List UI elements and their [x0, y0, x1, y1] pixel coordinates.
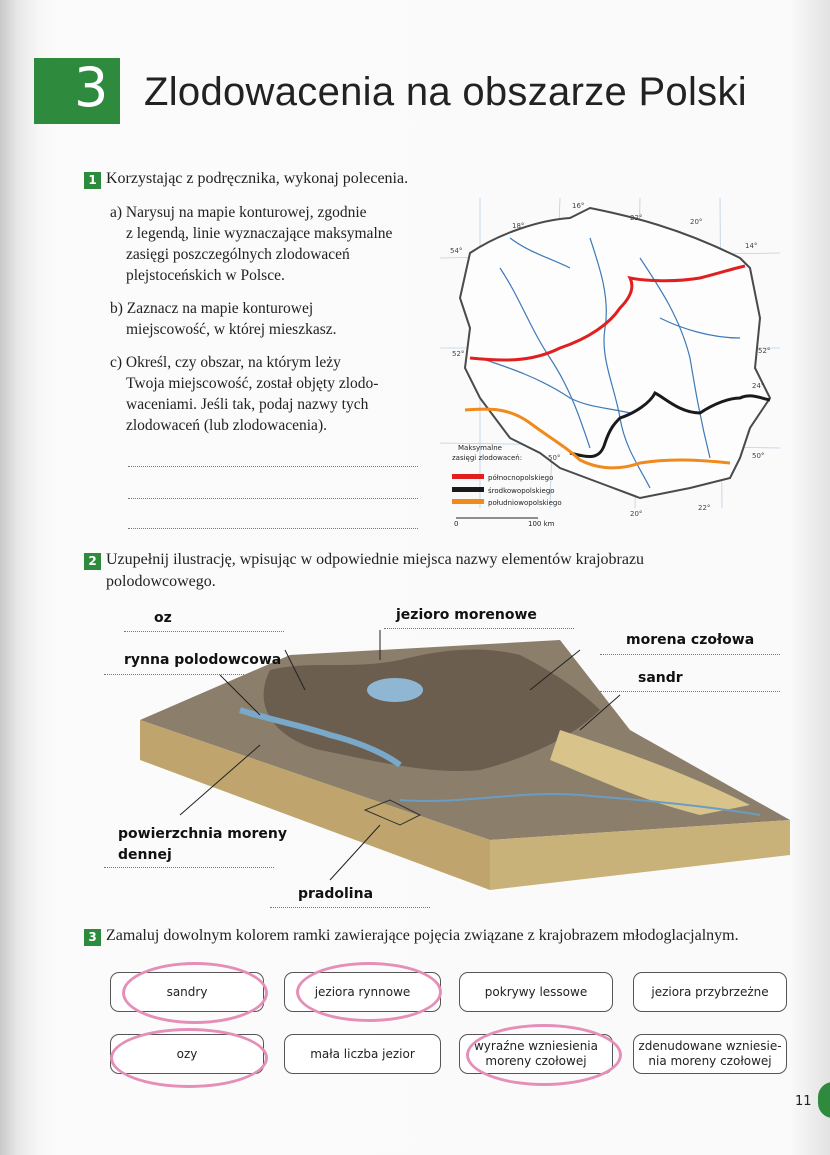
- task-1b: [110, 298, 430, 340]
- legend-swatch: [452, 487, 484, 492]
- legend-label: środkowopolskiego: [488, 487, 555, 495]
- label-line: [124, 630, 284, 632]
- contour-map-poland: [440, 198, 780, 528]
- task-1a: [110, 202, 430, 286]
- degree-label: 52°: [758, 347, 771, 355]
- highlight-ring: [296, 962, 442, 1022]
- task-1a-line: plejstoceńskich w Polsce.: [126, 267, 285, 284]
- answer-line[interactable]: [128, 527, 418, 529]
- label-sandr: sandr: [638, 670, 683, 686]
- label-pradolina: pradolina: [298, 886, 374, 902]
- label-oz: oz: [154, 610, 172, 626]
- map-svg: [440, 198, 780, 528]
- label-powierzchnia-moreny-cont: dennej: [118, 847, 172, 863]
- degree-label: 22°: [698, 504, 711, 512]
- task-1a-line: z legendą, linie wyznaczające maksymalne: [126, 225, 393, 242]
- task-1c-line: Twoja miejscowość, został objęty zlodo-: [126, 375, 379, 392]
- task-1a-line: a) Narysuj na mapie konturowej, zgodnie: [110, 204, 367, 221]
- option-label: mała liczba jezior: [310, 1046, 415, 1061]
- degree-label: 52°: [452, 350, 465, 358]
- label-line: [104, 866, 274, 868]
- task-2-instruction: Uzupełnij ilustrację, wpisując w odpowiednie miejsca nazwy elementów krajobrazu: [106, 551, 645, 568]
- highlight-ring: [110, 1028, 268, 1088]
- option-label: pokrywy lessowe: [484, 984, 588, 999]
- label-line: [600, 690, 780, 692]
- page-title: Zlodowacenia na obszarze Polski: [144, 70, 747, 114]
- option-box[interactable]: [459, 972, 613, 1012]
- degree-label: 50°: [752, 452, 765, 460]
- task-3-instruction: Zamaluj dowolnym kolorem ramki zawierające pojęcia związane z krajobrazem młodoglacjalnym.: [106, 927, 739, 944]
- label-line: [270, 906, 430, 908]
- degree-label: 24°: [752, 382, 765, 390]
- task-2-instruction-cont: polodowcowego.: [106, 573, 216, 590]
- task-2-number: 2: [84, 553, 101, 570]
- label-rynna-polodowcowa: rynna polodowcowa: [124, 652, 282, 668]
- task-1b-line: b) Zaznacz na mapie konturowej: [110, 300, 314, 317]
- answer-line[interactable]: [128, 497, 418, 499]
- degree-label: 50°: [548, 454, 561, 462]
- highlight-ring: [122, 962, 268, 1024]
- degree-label: 22°: [630, 214, 643, 222]
- option-label: jeziora przybrzeżne: [651, 984, 769, 999]
- option-box[interactable]: [284, 1034, 441, 1074]
- option-box[interactable]: [633, 972, 787, 1012]
- task-1c-line: waceniami. Jeśli tak, podaj nazwy tych: [126, 396, 369, 413]
- scale-km: 100 km: [528, 520, 555, 528]
- option-label: sandry: [166, 984, 208, 999]
- legend-label: północnopolskiego: [488, 474, 554, 482]
- label-line: [104, 673, 244, 675]
- label-morena-czolowa: morena czołowa: [626, 632, 755, 648]
- label-powierzchnia-moreny: powierzchnia moreny: [118, 826, 287, 842]
- degree-label: 14°: [745, 242, 758, 250]
- chapter-number: 3: [74, 56, 109, 119]
- answer-line[interactable]: [128, 465, 418, 467]
- legend-label: południowopolskiego: [488, 499, 562, 507]
- label-line: [600, 653, 780, 655]
- label-jezioro-morenowe: jezioro morenowe: [396, 607, 537, 623]
- moraine-lake: [367, 678, 423, 702]
- legend-title: zasięgi zlodowaceń:: [452, 454, 523, 462]
- label-line: [384, 627, 574, 629]
- option-label: zdenudowane wzniesie-: [638, 1039, 782, 1053]
- option-label: wyraźne wzniesienia: [473, 1039, 598, 1053]
- task-1b-line: miejscowość, w której mieszkasz.: [126, 321, 337, 338]
- degree-label: 20°: [630, 510, 643, 518]
- option-label: nia moreny czołowej: [648, 1054, 772, 1068]
- task-1c-line: zlodowaceń (lub zlodowacenia).: [126, 417, 327, 434]
- degree-label: 18°: [512, 222, 525, 230]
- glacial-landscape-illustration: [100, 600, 790, 920]
- task-1c-line: c) Określ, czy obszar, na którym leży: [110, 354, 341, 371]
- legend-swatch: [452, 474, 484, 479]
- task-3-number: 3: [84, 929, 101, 946]
- page-number: 11: [795, 1094, 812, 1109]
- degree-label: 16°: [572, 202, 585, 210]
- task-1-instruction: Korzystając z podręcznika, wykonaj polecenia.: [106, 170, 409, 187]
- option-label: ozy: [176, 1046, 198, 1061]
- legend-swatch: [452, 499, 484, 504]
- degree-label: 20°: [690, 218, 703, 226]
- scale-zero: 0: [454, 520, 459, 528]
- task-1c: [110, 352, 430, 436]
- option-label: moreny czołowej: [485, 1054, 587, 1068]
- highlight-ring: [466, 1024, 622, 1086]
- degree-label: 54°: [450, 247, 463, 255]
- task-1-number: 1: [84, 172, 101, 189]
- option-box[interactable]: [633, 1034, 787, 1074]
- task-1a-line: zasięgi poszczególnych zlodowaceń: [126, 246, 350, 263]
- legend-title: Maksymalne: [458, 444, 502, 452]
- option-label: jeziora rynnowe: [314, 984, 411, 999]
